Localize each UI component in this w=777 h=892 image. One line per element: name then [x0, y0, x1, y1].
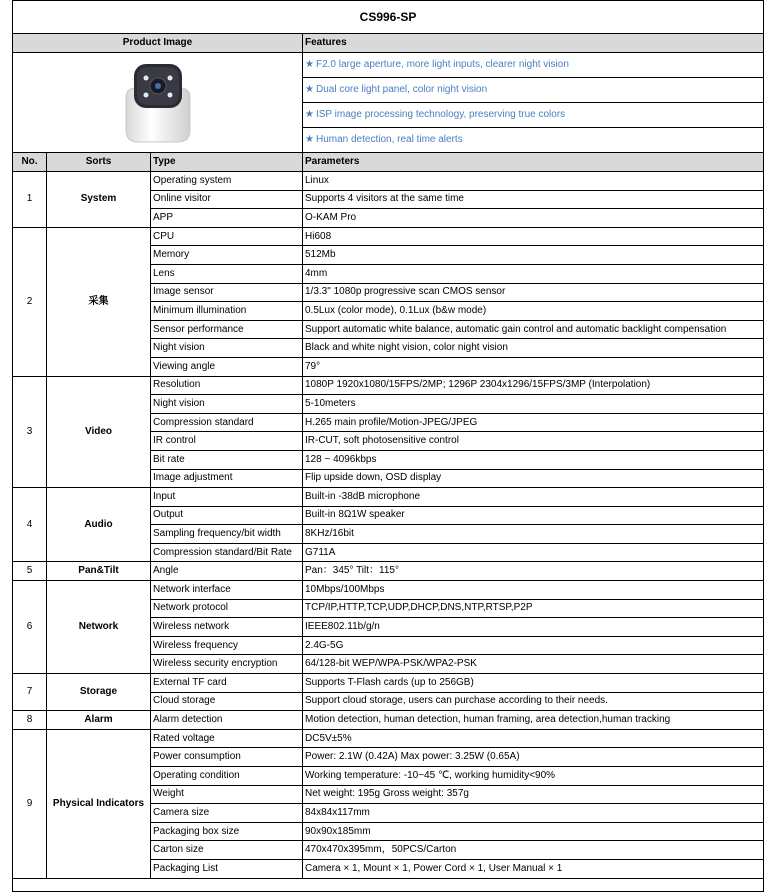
no-header: No.: [13, 153, 47, 172]
group-sort: Physical Indicators: [47, 729, 151, 878]
type-cell: Weight: [151, 785, 303, 804]
parameter-cell: Support automatic white balance, automatic gain control and automatic backlight compensation: [303, 320, 764, 339]
feature-item: ★ F2.0 large aperture, more light inputs, clearer night vision: [303, 53, 764, 78]
type-cell: Network protocol: [151, 599, 303, 618]
parameter-cell: Pan：345° Tilt：115°: [303, 562, 764, 581]
table-footer-cell: [13, 878, 764, 891]
parameter-cell: 2.4G-5G: [303, 636, 764, 655]
group-number: 5: [13, 562, 47, 581]
type-cell: Alarm detection: [151, 711, 303, 730]
table-row: [13, 172, 764, 191]
type-cell: Carton size: [151, 841, 303, 860]
table-row: [13, 581, 764, 600]
type-cell: Network interface: [151, 581, 303, 600]
type-cell: Resolution: [151, 376, 303, 395]
parameter-cell: 64/128-bit WEP/WPA-PSK/WPA2-PSK: [303, 655, 764, 674]
parameter-cell: 4mm: [303, 264, 764, 283]
type-cell: Memory: [151, 246, 303, 265]
parameter-cell: 5-10meters: [303, 395, 764, 414]
spec-sheet: [12, 0, 763, 892]
group-number: 3: [13, 376, 47, 488]
type-cell: Compression standard: [151, 413, 303, 432]
parameter-cell: Supports 4 visitors at the same time: [303, 190, 764, 209]
parameter-cell: H.265 main profile/Motion-JPEG/JPEG: [303, 413, 764, 432]
feature-item: ★ ISP image processing technology, preserving true colors: [303, 103, 764, 128]
spec-table: [12, 0, 764, 892]
table-row: [13, 711, 764, 730]
camera-product-image: [120, 58, 196, 144]
type-cell: Rated voltage: [151, 729, 303, 748]
parameter-cell: 79°: [303, 357, 764, 376]
star-icon: ★: [305, 84, 314, 95]
parameter-cell: IR-CUT, soft photosensitive control: [303, 432, 764, 451]
parameter-cell: 128 ~ 4096kbps: [303, 450, 764, 469]
product-image-header: Product Image: [13, 34, 303, 53]
type-cell: Minimum illumination: [151, 302, 303, 321]
type-cell: Sensor performance: [151, 320, 303, 339]
type-cell: Viewing angle: [151, 357, 303, 376]
group-sort: Audio: [47, 488, 151, 562]
type-cell: Camera size: [151, 804, 303, 823]
parameter-cell: IEEE802.11b/g/n: [303, 618, 764, 637]
parameter-cell: 90x90x185mm: [303, 822, 764, 841]
table-footer-row: [13, 878, 764, 891]
parameter-cell: Built-in 8Ω1W speaker: [303, 506, 764, 525]
type-cell: Bit rate: [151, 450, 303, 469]
type-cell: Cloud storage: [151, 692, 303, 711]
group-sort: 采集: [47, 227, 151, 376]
parameter-cell: Support cloud storage, users can purchase according to their needs.: [303, 692, 764, 711]
table-row: [13, 729, 764, 748]
group-sort: Video: [47, 376, 151, 488]
group-sort: System: [47, 172, 151, 228]
type-cell: APP: [151, 209, 303, 228]
table-row: [13, 562, 764, 581]
parameter-cell: 8KHz/16bit: [303, 525, 764, 544]
parameter-cell: Linux: [303, 172, 764, 191]
group-sort: Pan&Tilt: [47, 562, 151, 581]
star-icon: ★: [305, 59, 314, 70]
feature-item: ★ Human detection, real time alerts: [303, 128, 764, 153]
group-number: 7: [13, 674, 47, 711]
group-number: 6: [13, 581, 47, 674]
parameter-cell: Built-in -38dB microphone: [303, 488, 764, 507]
document-title: CS996-SP: [13, 1, 764, 34]
parameter-cell: Hi608: [303, 227, 764, 246]
type-cell: Online visitor: [151, 190, 303, 209]
type-cell: Image sensor: [151, 283, 303, 302]
group-sort: Alarm: [47, 711, 151, 730]
parameter-cell: Net weight: 195g Gross weight: 357g: [303, 785, 764, 804]
type-cell: External TF card: [151, 674, 303, 693]
type-cell: IR control: [151, 432, 303, 451]
type-cell: Input: [151, 488, 303, 507]
parameter-cell: 512Mb: [303, 246, 764, 265]
type-cell: Packaging box size: [151, 822, 303, 841]
star-icon: ★: [305, 134, 314, 145]
group-sort: Storage: [47, 674, 151, 711]
group-number: 8: [13, 711, 47, 730]
type-cell: Wireless network: [151, 618, 303, 637]
features-header: Features: [303, 34, 764, 53]
type-cell: Wireless frequency: [151, 636, 303, 655]
group-sort: Network: [47, 581, 151, 674]
parameter-cell: Motion detection, human detection, human framing, area detection,human tracking: [303, 711, 764, 730]
feature-item: ★ Dual core light panel, color night vision: [303, 78, 764, 103]
type-header: Type: [151, 153, 303, 172]
type-cell: Wireless security encryption: [151, 655, 303, 674]
group-number: 2: [13, 227, 47, 376]
type-cell: Lens: [151, 264, 303, 283]
parameter-cell: 84x84x117mm: [303, 804, 764, 823]
type-cell: Operating condition: [151, 767, 303, 786]
type-cell: Sampling frequency/bit width: [151, 525, 303, 544]
parameter-cell: Power: 2.1W (0.42A) Max power: 3.25W (0.65A): [303, 748, 764, 767]
table-row: [13, 488, 764, 507]
type-cell: Angle: [151, 562, 303, 581]
table-row: [13, 376, 764, 395]
parameter-cell: TCP/IP,HTTP,TCP,UDP,DHCP,DNS,NTP,RTSP,P2P: [303, 599, 764, 618]
table-row: [13, 227, 764, 246]
product-image-cell: [13, 53, 303, 153]
type-cell: Night vision: [151, 339, 303, 358]
type-cell: CPU: [151, 227, 303, 246]
type-cell: Night vision: [151, 395, 303, 414]
type-cell: Compression standard/Bit Rate: [151, 543, 303, 562]
parameter-cell: Working temperature: -10~45 ℃, working humidity<90%: [303, 767, 764, 786]
parameter-cell: Flip upside down, OSD display: [303, 469, 764, 488]
star-icon: ★: [305, 109, 314, 120]
type-cell: Output: [151, 506, 303, 525]
parameter-cell: Black and white night vision, color night vision: [303, 339, 764, 358]
parameter-cell: Supports T-Flash cards (up to 256GB): [303, 674, 764, 693]
group-number: 1: [13, 172, 47, 228]
sorts-header: Sorts: [47, 153, 151, 172]
type-cell: Operating system: [151, 172, 303, 191]
parameter-cell: DC5V±5%: [303, 729, 764, 748]
group-number: 4: [13, 488, 47, 562]
type-cell: Image adjustment: [151, 469, 303, 488]
parameter-cell: O-KAM Pro: [303, 209, 764, 228]
parameter-cell: 1080P 1920x1080/15FPS/2MP; 1296P 2304x1296/15FPS/3MP (Interpolation): [303, 376, 764, 395]
parameter-cell: 1/3.3" 1080p progressive scan CMOS sensor: [303, 283, 764, 302]
parameters-header: Parameters: [303, 153, 764, 172]
parameter-cell: G711A: [303, 543, 764, 562]
parameter-cell: Camera × 1, Mount × 1, Power Cord × 1, User Manual × 1: [303, 859, 764, 878]
parameter-cell: 0.5Lux (color mode), 0.1Lux (b&w mode): [303, 302, 764, 321]
parameter-cell: 10Mbps/100Mbps: [303, 581, 764, 600]
type-cell: Power consumption: [151, 748, 303, 767]
table-row: [13, 674, 764, 693]
type-cell: Packaging List: [151, 859, 303, 878]
parameter-cell: 470x470x395mm，50PCS/Carton: [303, 841, 764, 860]
group-number: 9: [13, 729, 47, 878]
